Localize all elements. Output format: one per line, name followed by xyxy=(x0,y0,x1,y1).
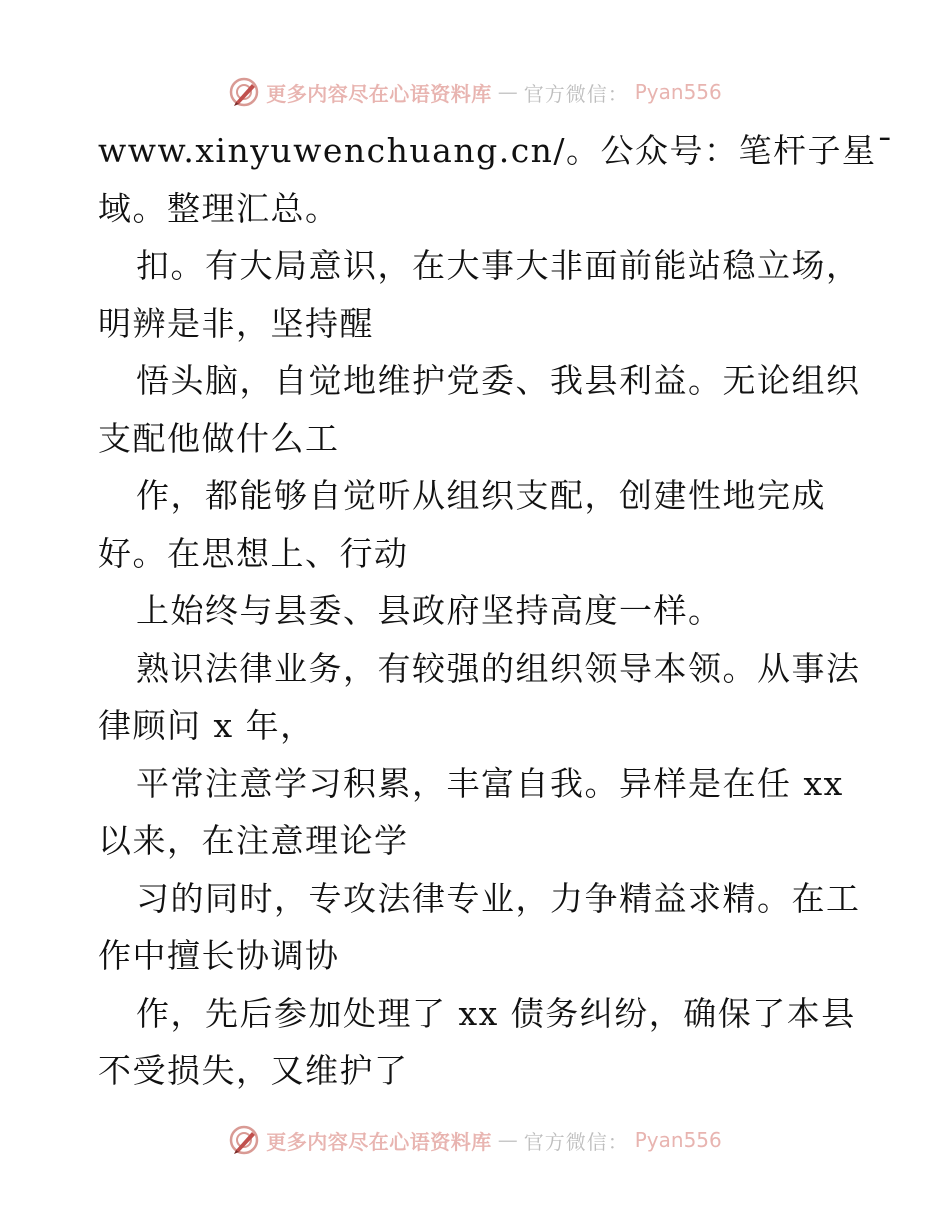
banner-separator: — xyxy=(497,80,518,104)
text-line: 明辨是非，坚持醒 xyxy=(98,303,374,343)
pen-circle-logo-icon xyxy=(228,76,260,108)
banner-main-text: 更多内容尽在心语资料库 xyxy=(266,1129,492,1154)
banner-wechat-label: 官方微信： xyxy=(523,81,629,106)
text-line: 作，先后参加处理了 xx 债务纠纷，确保了本县 xyxy=(136,993,856,1033)
text-line: 扣。有大局意识，在大事大非面前能站稳立场， xyxy=(136,246,861,285)
text-line: 支配他做什么工 xyxy=(98,418,340,458)
banner-wechat-label: 官方微信： xyxy=(523,1129,629,1154)
pen-circle-logo-icon xyxy=(228,1124,260,1156)
text-line: 好。在思想上、行动 xyxy=(98,533,409,573)
text-line: 习的同时，专攻法律专业，力争精益求精。在工 xyxy=(136,878,861,918)
banner-wechat-id: Pyan556 xyxy=(634,80,722,104)
banner-main-text: 更多内容尽在心语资料库 xyxy=(266,81,492,106)
text-line: 熟识法律业务，有较强的组织领导本领。从事法 xyxy=(136,648,861,688)
text-line: 作，都能够自觉听从组织支配，创建性地完成 xyxy=(136,476,826,515)
text-line: www.xinyuwenchuang.cn/。公众号：笔杆子星¯ xyxy=(98,131,895,170)
document-body xyxy=(98,122,895,1100)
text-line: 域。整理汇总。 xyxy=(98,188,340,228)
footer-banner xyxy=(0,1120,950,1160)
banner-wechat-id: Pyan556 xyxy=(634,1128,722,1152)
text-line: 平常注意学习积累，丰富自我。异样是在任 xx xyxy=(136,763,844,803)
text-line: 悟头脑，自觉地维护党委、我县利益。无论组织 xyxy=(136,361,861,400)
header-banner xyxy=(0,72,950,112)
banner-separator: — xyxy=(497,1128,518,1152)
text-line: 以来，在注意理论学 xyxy=(98,821,409,860)
text-line: 律顾问 x 年， xyxy=(98,706,315,745)
text-line: 作中擅长协调协 xyxy=(98,936,340,975)
text-line: 上始终与县委、县政府坚持高度一样。 xyxy=(136,591,723,630)
text-line: 不受损失，又维护了 xyxy=(98,1051,409,1090)
